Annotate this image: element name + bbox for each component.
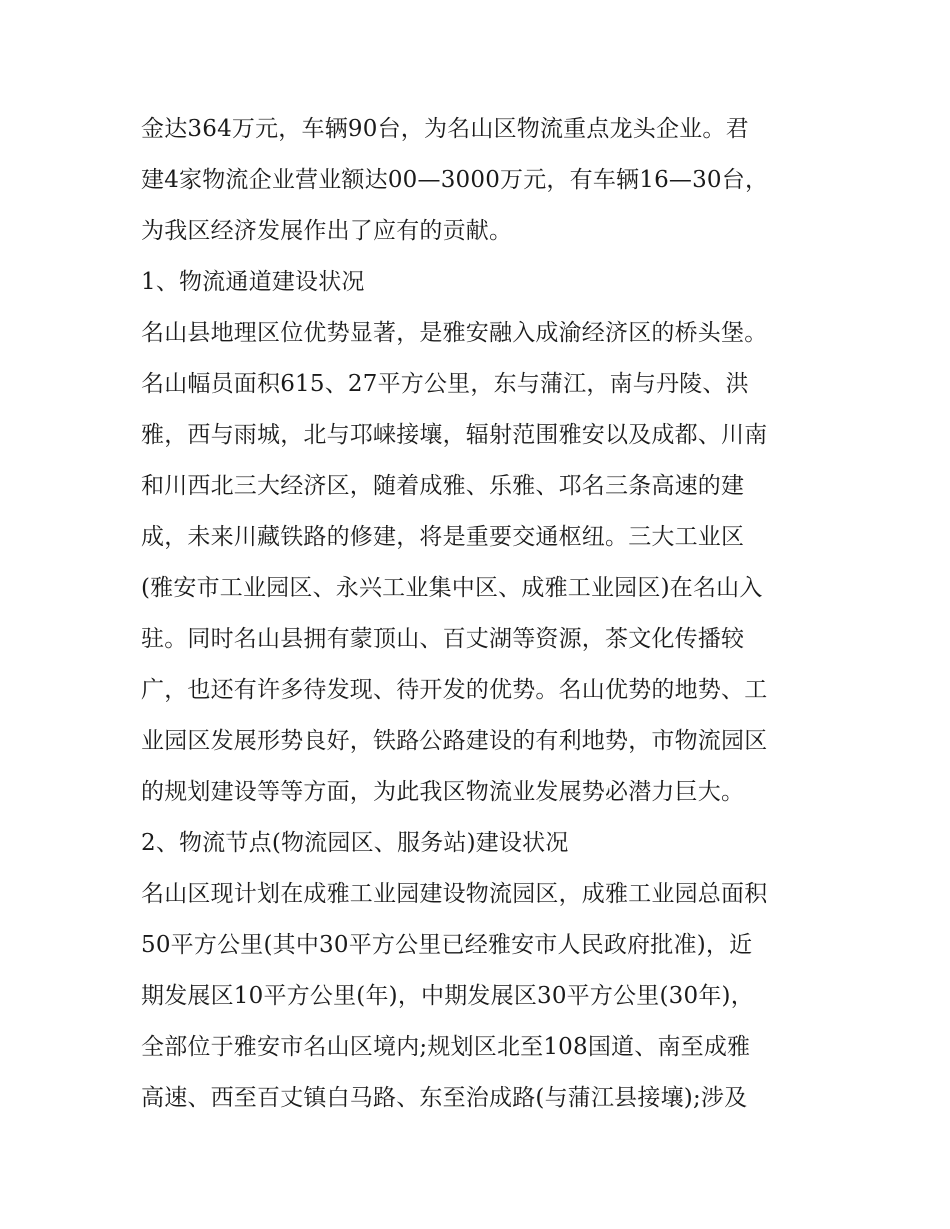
text-line: 驻。同时名山县拥有蒙顶山、百丈湖等资源，茶文化传播较 bbox=[141, 626, 745, 652]
text-line: 名山幅员面积615、27平方公里，东与蒲江，南与丹陵、洪 bbox=[141, 371, 749, 397]
text-line: 全部位于雅安市名山区境内;规划区北至108国道、南至成雅 bbox=[141, 1034, 751, 1060]
section-heading: 2、物流节点(物流园区、服务站)建设状况 bbox=[141, 830, 569, 856]
text-line: 的规划建设等等方面，为此我区物流业发展势必潜力巨大。 bbox=[141, 779, 745, 805]
text-line: 和川西北三大经济区，随着成雅、乐雅、邛名三条高速的建 bbox=[141, 473, 745, 499]
text-line: 广，也还有许多待发现、待开发的优势。名山优势的地势、工 bbox=[141, 677, 768, 703]
body-text bbox=[141, 104, 831, 1124]
text-line: 业园区发展形势良好，铁路公路建设的有利地势，市物流园区 bbox=[141, 728, 768, 754]
text-line: 期发展区10平方公里(年)，中期发展区30平方公里(30年)， bbox=[141, 983, 754, 1009]
text-line: (雅安市工业园区、永兴工业集中区、成雅工业园区)在名山入 bbox=[141, 575, 763, 601]
text-line: 建4家物流企业营业额达00—3000万元，有车辆16—30台， bbox=[141, 167, 769, 193]
text-line: 成，未来川藏铁路的修建，将是重要交通枢纽。三大工业区 bbox=[141, 524, 745, 550]
text-line: 高速、西至百丈镇白马路、东至治成路(与蒲江县接壤);涉及 bbox=[141, 1085, 748, 1111]
text-line: 50平方公里(其中30平方公里已经雅安市人民政府批准)，近 bbox=[141, 932, 753, 958]
text-line: 名山区现计划在成雅工业园建设物流园区，成雅工业园总面积 bbox=[141, 881, 768, 907]
text-line: 雅，西与雨城，北与邛崃接壤，辐射范围雅安以及成都、川南 bbox=[141, 422, 768, 448]
text-line: 名山县地理区位优势显著，是雅安融入成渝经济区的桥头堡。 bbox=[141, 320, 768, 346]
text-line: 金达364万元，车辆90台，为名山区物流重点龙头企业。君 bbox=[141, 116, 749, 142]
text-line: 为我区经济发展作出了应有的贡献。 bbox=[141, 218, 513, 244]
section-heading: 1、物流通道建设状况 bbox=[141, 269, 365, 295]
